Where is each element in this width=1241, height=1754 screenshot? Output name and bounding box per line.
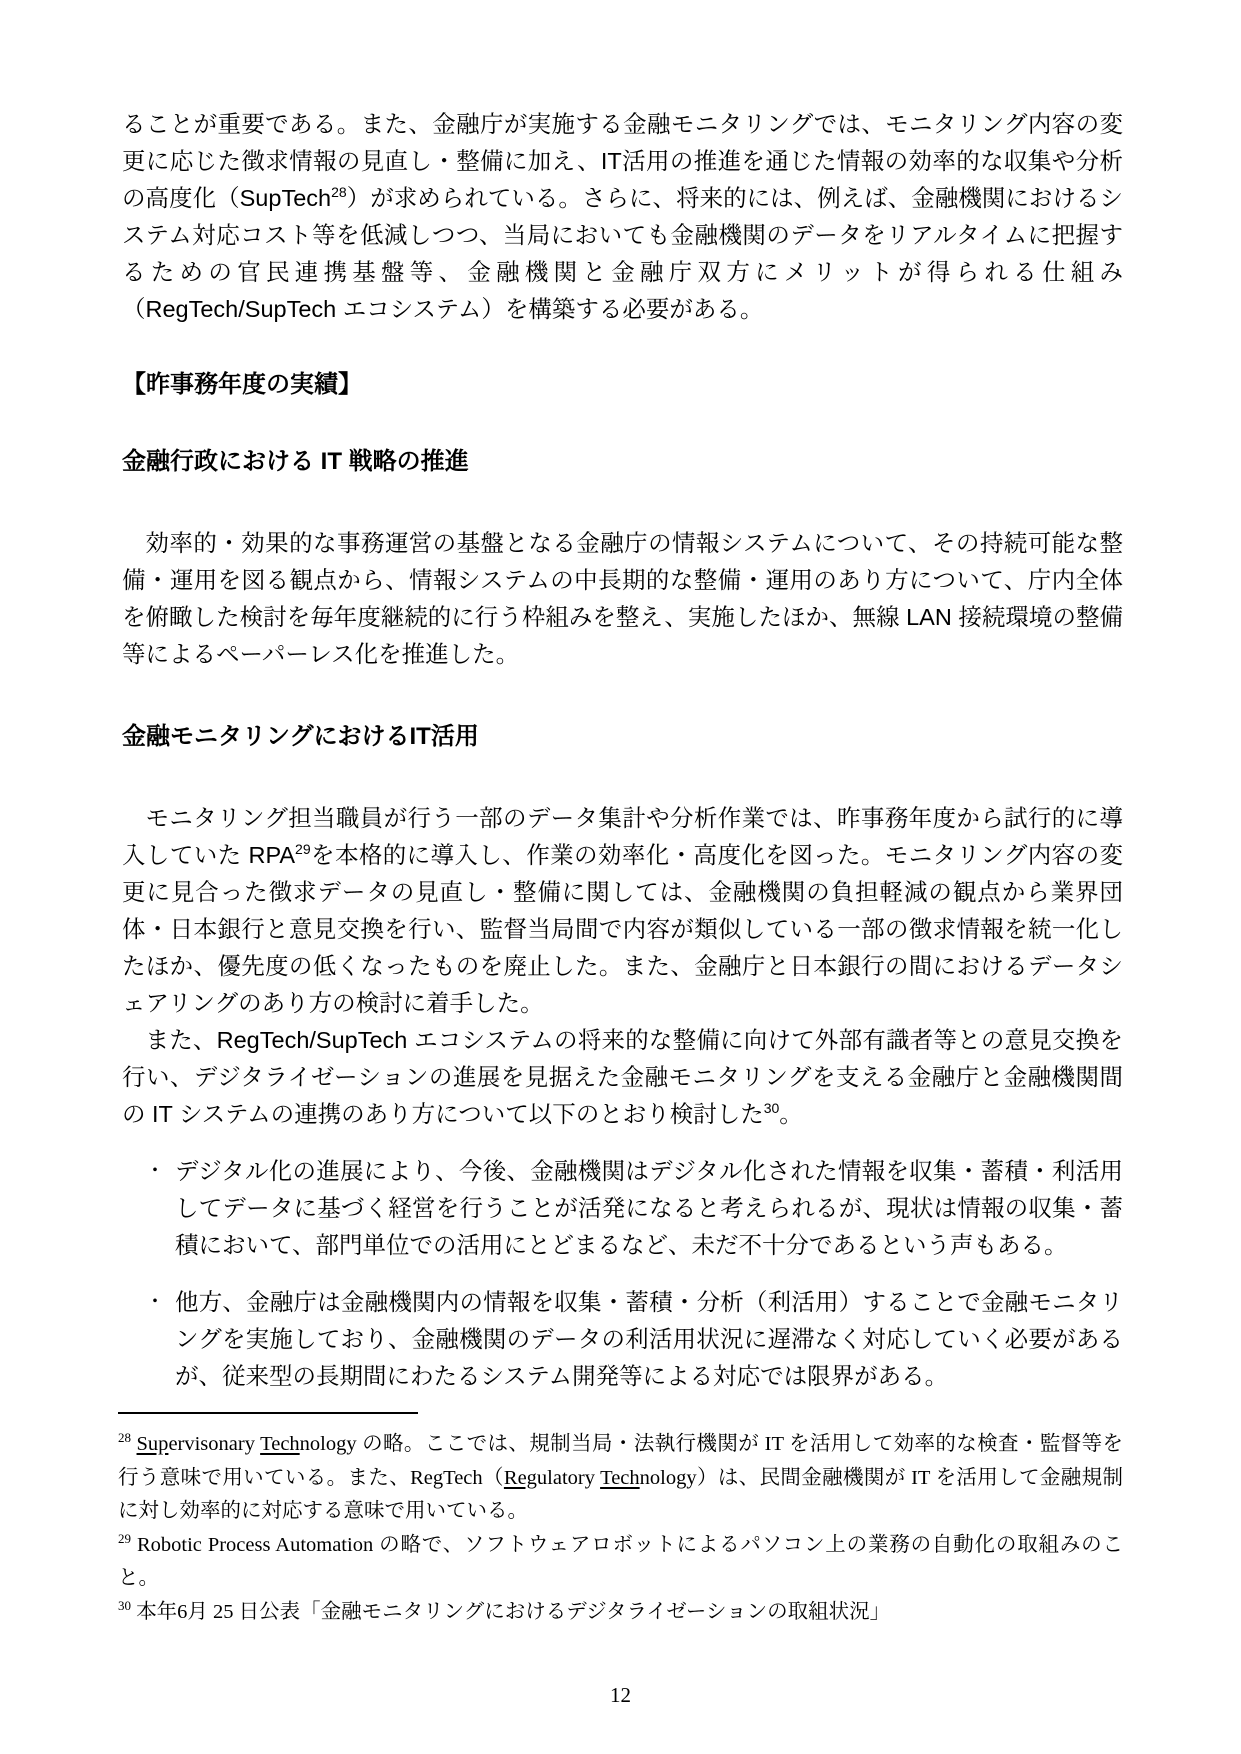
footnote-text: nology）は、民間金融機関が IT を活用して金融規制に対し効率的に対応する意味で用いている。 [118, 1466, 1123, 1522]
footnote-text-underlined: Reg [503, 1466, 537, 1489]
paragraph-regtech-ecosystem [122, 1022, 1123, 1133]
bullet-text: 他方、金融庁は金融機関内の情報を収集・蓄積・分析（利活用）することで金融モニタリングを実施しており、金融機関のデータの利活用状況に遅滞なく対応していく必要があるが、従来型の長期間にわたるシステム開発等による対応では限界がある。 [175, 1289, 1123, 1389]
footnote-number: 30 [118, 1597, 131, 1613]
paragraph-it-strategy: 効率的・効果的な事務運営の基盤となる金融庁の情報システムについて、その持続可能な整備・運用を図る観点から、情報システムの中長期的な整備・運用のあり方について、庁内全体を俯瞰した検討を毎年度継続的に行う枠組みを整え、実施したほか、無線 LAN 接続環境の整備等によるペーパーレス化を推進した。 [122, 530, 1123, 667]
footnote-number: 29 [118, 1530, 131, 1546]
footnote-text-underlined: Sup [136, 1433, 169, 1455]
paragraph-text: 。 [779, 1101, 803, 1127]
footnote-text: 本年6月 25 日公表「金融モニタリングにおけるデジタライゼーションの取組状況」 [136, 1600, 891, 1623]
bullet-marker: ・ [145, 1160, 165, 1182]
footnote-29 [118, 1529, 1123, 1596]
section-heading-last-year-results: 【昨事務年度の実績】 [122, 371, 362, 398]
footnote-text: nology の略。ここでは、規制当局・法執行機関が IT を活用して効率的な検査・監督等を行う意味で用いている。また、RegTech（ [118, 1433, 1124, 1489]
list-item [122, 1153, 1123, 1264]
footnote-text: Robotic Process Automation の略で、ソフトウェアロボットによるパソコン上の業務の自動化の取組みのこと。 [118, 1533, 1123, 1589]
bullet-text: デジタル化の進展により、今後、金融機関はデジタル化された情報を収集・蓄積・利活用してデータに基づく経営を行うことが活発になると考えられるが、現状は情報の収集・蓄積において、部門単位での活用にとどまるなど、未だ不十分であるという声もある。 [175, 1158, 1123, 1258]
footnote-ref-30: 30 [763, 1100, 780, 1117]
paragraph-text: また、RegTech/SupTech エコシステムの将来的な整備に向けて外部有識者等との意見交換を行い、デジタライゼーションの進展を見据えた金融モニタリングを支える金融庁と金融機関間の IT システムの連携のあり方について以下のとおり検討した [122, 1027, 1123, 1127]
paragraph-text: ることが重要である。また、金融庁が実施する金融モニタリングでは、モニタリング内容の変更に応じた徴求情報の見直し・整備に加え、IT活用の推進を通じた情報の効率的な収集や分析の高度化（SupTech [122, 111, 1123, 211]
footnotes-block [118, 1412, 1123, 1629]
bullet-marker: ・ [145, 1291, 165, 1313]
footnote-separator [118, 1412, 418, 1414]
paragraph-text: を本格的に導入し、作業の効率化・高度化を図った。モニタリング内容の変更に見合った徴求データの見直し・整備に関しては、金融機関の負担軽減の観点から業界団体・日本銀行と意見交換を行い、監督当局間で内容が類似している一部の徴求情報を統一化したほか、優先度の低くなったものを廃止した。また、金融庁と日本銀行の間におけるデータシェアリングのあり方の検討に着手した。 [122, 842, 1123, 1016]
subsection-heading-it-monitoring: 金融モニタリングにおけるIT活用 [122, 723, 479, 750]
body-text-block [122, 106, 1123, 1395]
footnote-30 [118, 1596, 1123, 1630]
footnote-text: ulatory [536, 1466, 601, 1489]
paragraph-monitoring-rpa [122, 800, 1123, 1022]
page-number: 12 [610, 1683, 631, 1707]
list-item [122, 1284, 1123, 1395]
paragraph-suptech-intro [122, 106, 1123, 328]
footnote-text-underlined: Tech [600, 1466, 640, 1489]
subsection-heading-it-strategy: 金融行政における IT 戦略の推進 [122, 448, 469, 475]
paragraph-text: ）が求められている。さらに、将来的には、例えば、金融機関におけるシステム対応コスト等を低減しつつ、当局においても金融機関のデータをリアルタイムに把握するための官民連携基盤等、金融機関と金融庁双方にメリットが得られる仕組み（RegTech/SupTech エコシステム）を構築する必要がある。 [122, 185, 1124, 322]
footnote-ref-29: 29 [295, 841, 311, 858]
footnote-number: 28 [118, 1430, 131, 1446]
footnote-ref-28: 28 [331, 184, 347, 201]
footnote-text-underlined: Tech [260, 1433, 300, 1455]
paragraph-text: モニタリング担当職員が行う一部のデータ集計や分析作業では、昨事務年度から試行的に導入していた RPA [122, 805, 1123, 868]
footnote-28 [118, 1428, 1123, 1529]
footnote-text: ervisonary [168, 1433, 261, 1455]
bullet-list [122, 1153, 1123, 1395]
